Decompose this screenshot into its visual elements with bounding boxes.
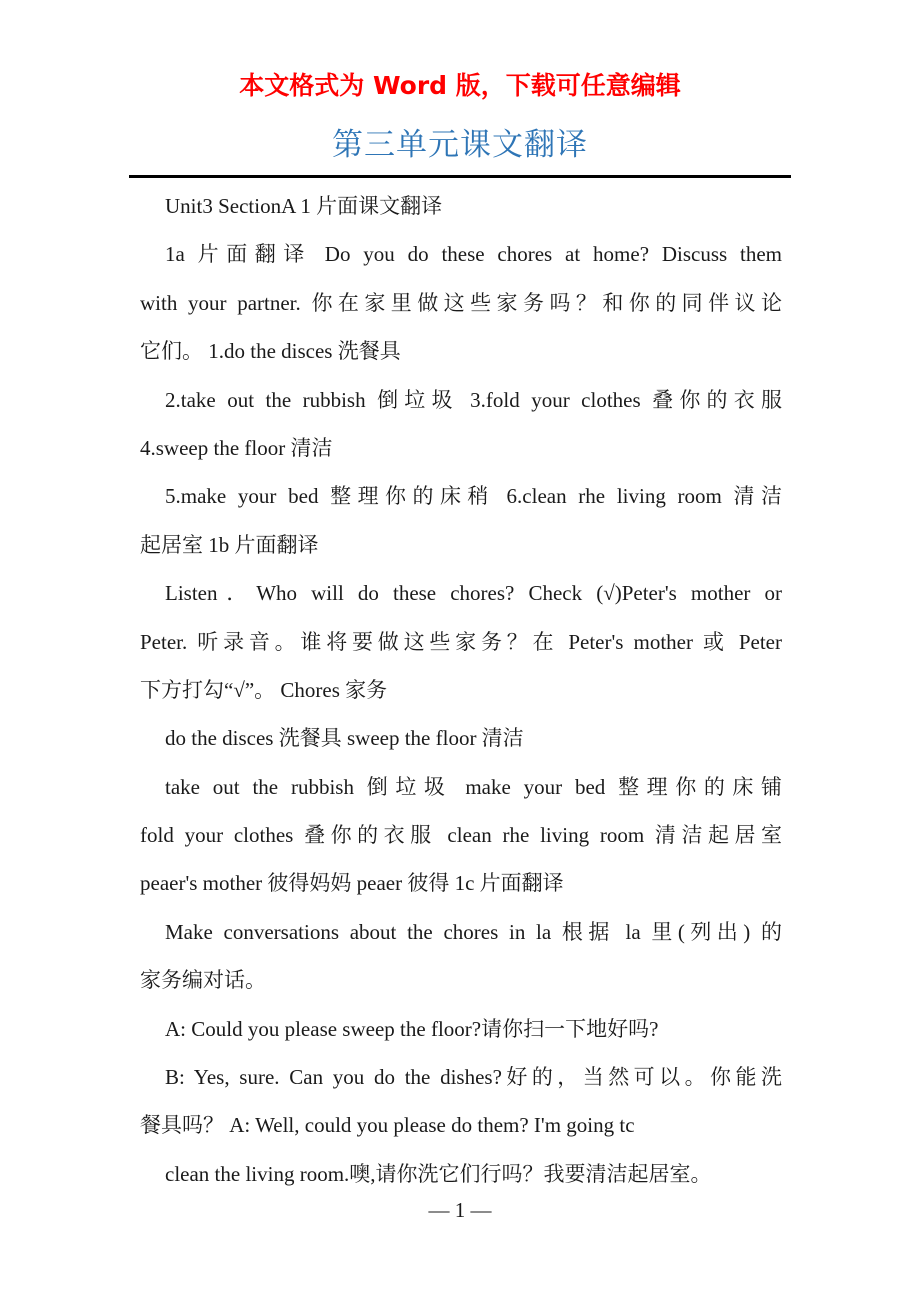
text-line: do the disces 洗餐具 sweep the floor 清洁 xyxy=(165,726,524,751)
text-line: 5.make your bed 整理你的床稍 6.clean rhe living room 清洁 xyxy=(165,484,782,509)
text-line: Make conversations about the chores in la 根据 la 里(列出) 的 xyxy=(165,919,782,944)
text-line: 2.take out the rubbish 倒垃圾 3.fold your clothes 叠你的衣服 xyxy=(165,387,782,412)
page-title: 第三单元课文翻译 xyxy=(332,127,588,163)
translation-body xyxy=(140,182,782,1198)
page-number: — 1 — xyxy=(428,1198,492,1222)
text-line: 1a 片面翻译 Do you do these chores at home? Discuss them xyxy=(165,242,782,267)
text-line: 下方打勾“√”。 Chores 家务 xyxy=(140,677,388,702)
text-line: peaer's mother 彼得妈妈 peaer 彼得 1c 片面翻译 xyxy=(140,871,564,896)
text-line: A: Could you please sweep the floor?请你扫一下地好吗? xyxy=(165,1016,659,1041)
text-line: Unit3 SectionA 1 片面课文翻译 xyxy=(165,194,443,218)
text-line: clean the living room.噢,请你洗它们行吗？我要清洁起居室。 xyxy=(165,1161,712,1186)
text-line: 餐具吗？ A: Well, could you please do them? I'm going tc xyxy=(140,1113,635,1138)
text-line: Peter. 听录音。谁将要做这些家务？在 Peter's mother 或 Peter xyxy=(140,629,782,654)
text-line: 起居室 1b 片面翻译 xyxy=(140,532,319,557)
text-line: with your partner. 你在家里做这些家务吗？和你的同伴议论 xyxy=(140,290,782,315)
text-line: 家务编对话。 xyxy=(140,968,266,993)
text-line: Listen．Who will do these chores? Check (√)Peter's mother or xyxy=(165,581,782,606)
text-line: 它们。 1.do the disces 洗餐具 xyxy=(140,339,401,364)
text-line: fold your clothes 叠你的衣服 clean rhe living room 清洁起居室 xyxy=(140,823,782,848)
text-line: take out the rubbish 倒垃圾 make your bed 整理你的床铺 xyxy=(165,774,782,799)
title-divider xyxy=(129,175,791,178)
text-line: 4.sweep the floor 清洁 xyxy=(140,435,333,460)
text-line: B: Yes, sure. Can you do the dishes?好的，当然可以。你能洗 xyxy=(165,1065,782,1090)
word-format-banner: 本文格式为 Word 版，下载可任意编辑 xyxy=(239,71,681,100)
